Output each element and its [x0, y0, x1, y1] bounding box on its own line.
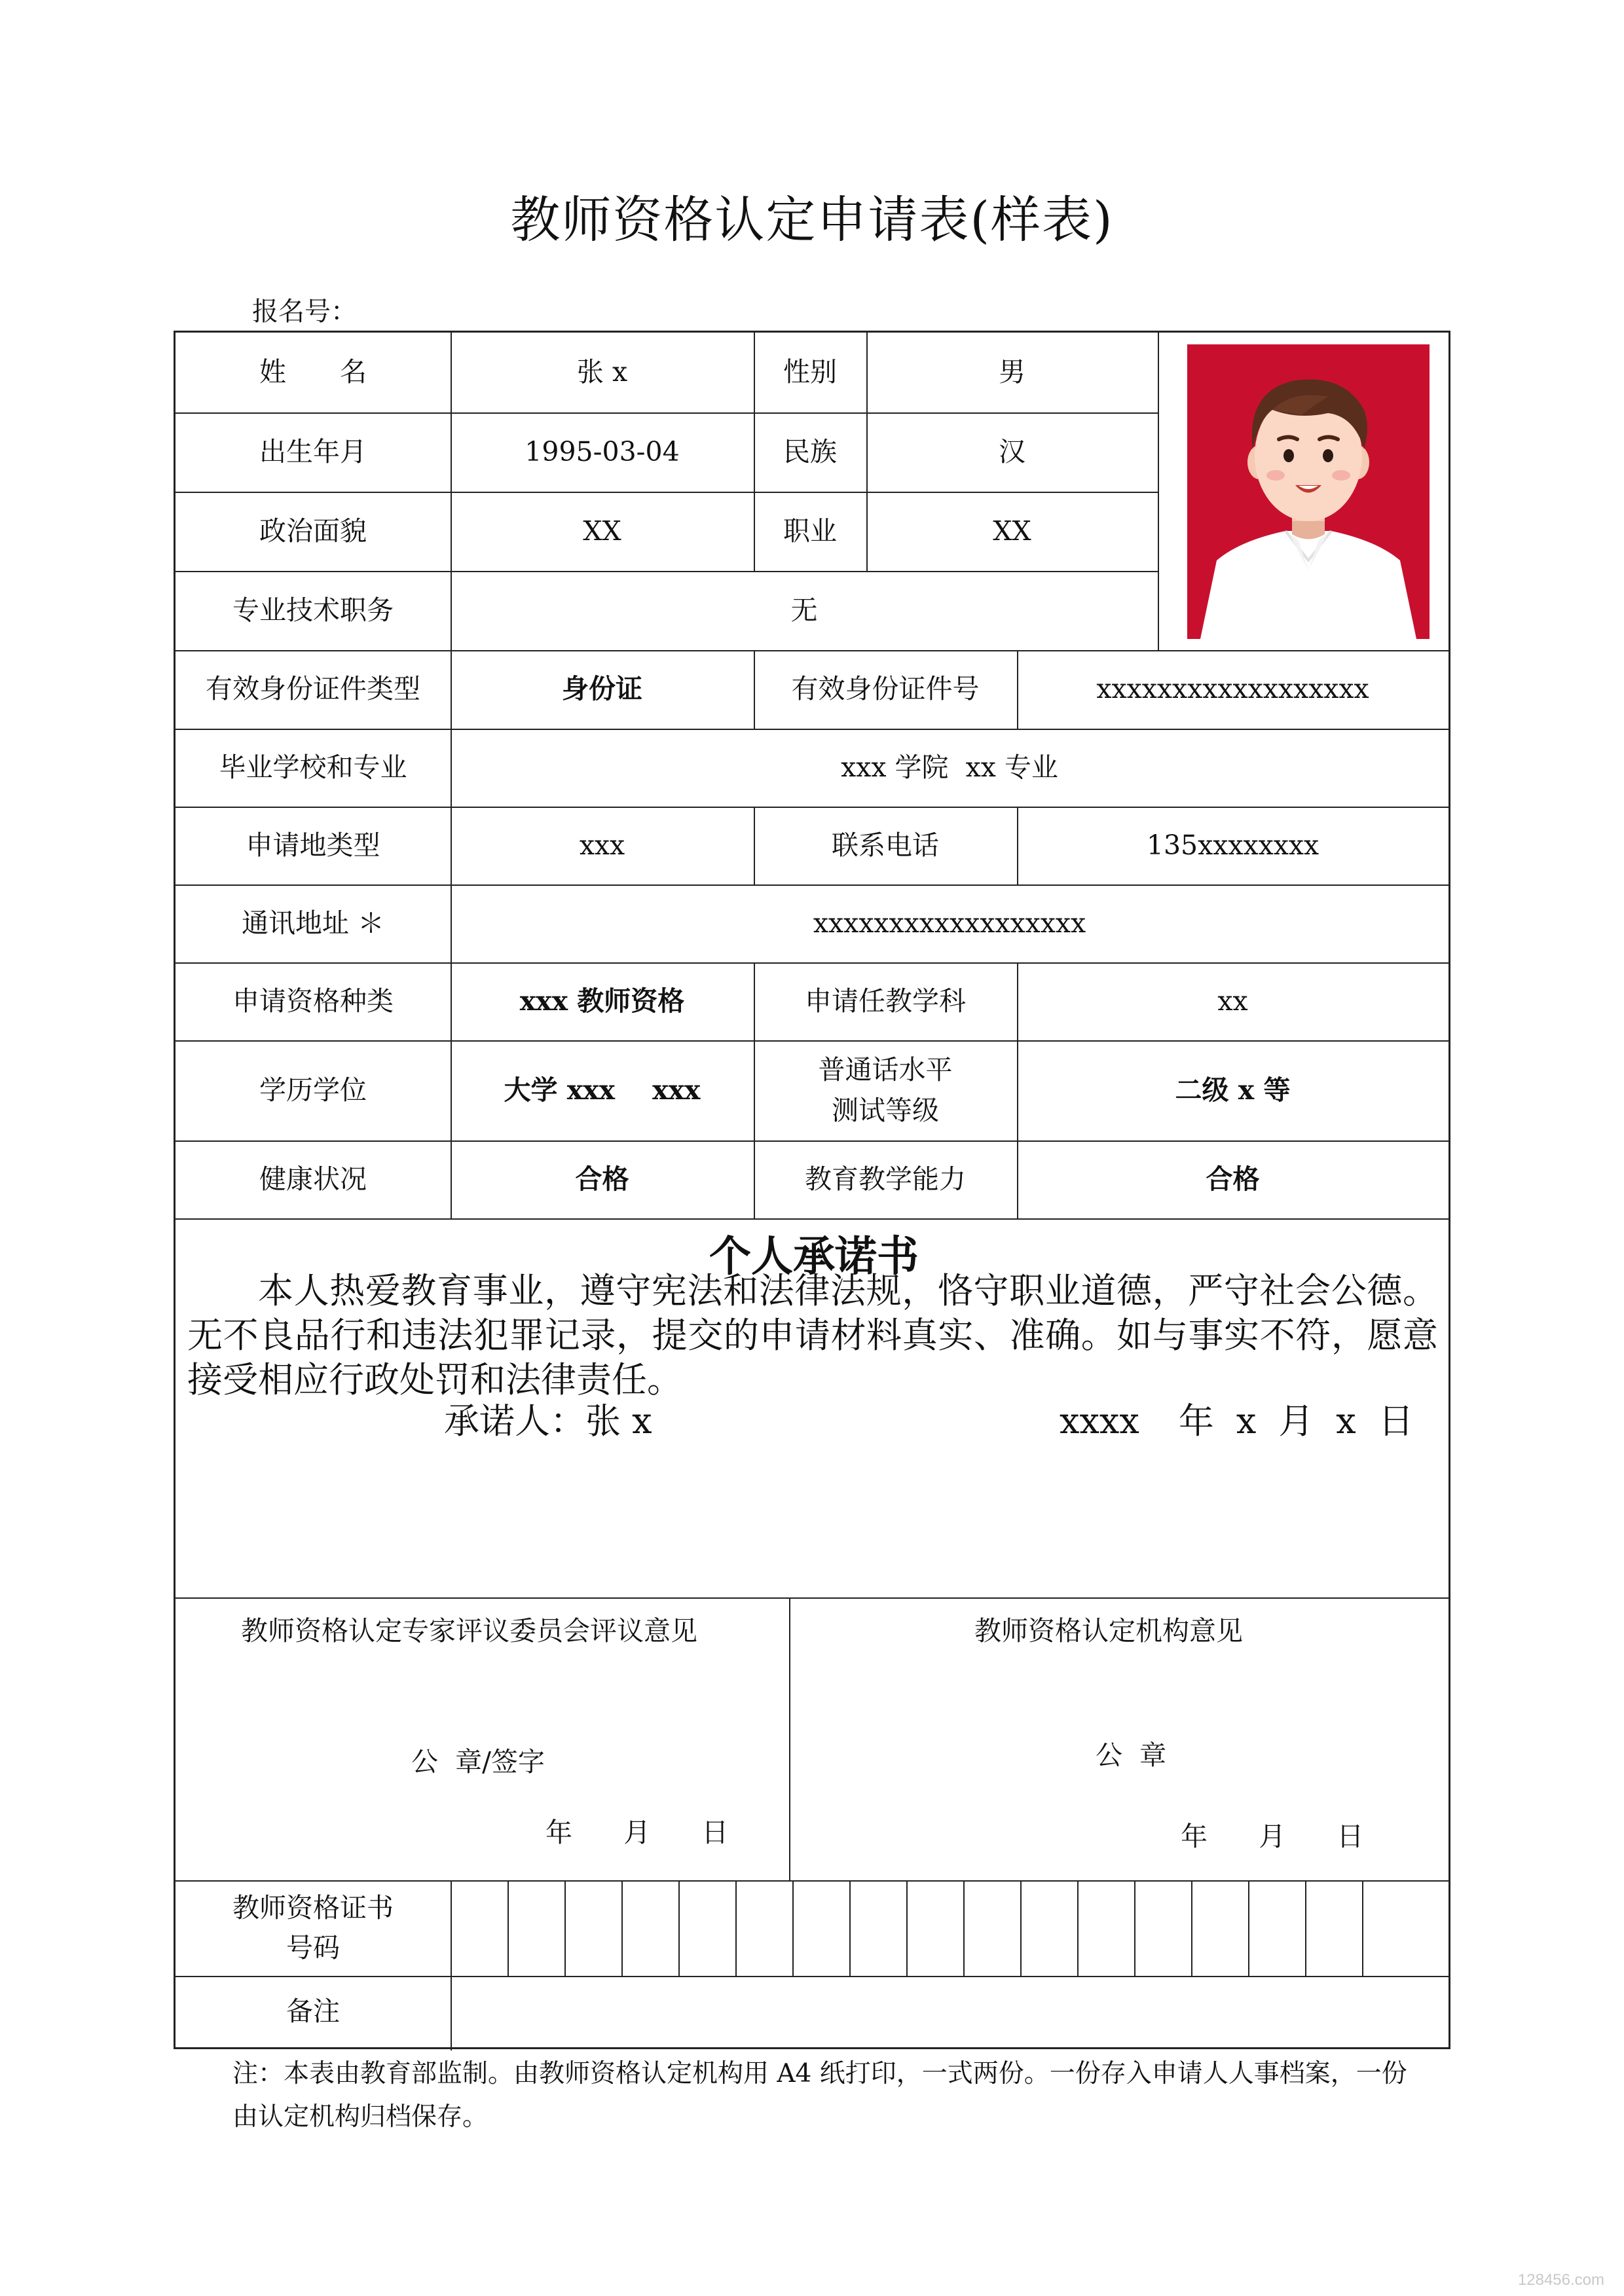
agency-opinion-title: 教师资格认定机构意见 [974, 1615, 1243, 1647]
promise-month-unit: 月 [1278, 1400, 1314, 1442]
political-label: 政治面貌 [259, 515, 367, 547]
qual-type-label: 申请资格种类 [232, 985, 394, 1017]
school-value: xxx 学院 xx 专业 [841, 751, 1058, 783]
apply-place-label: 申请地类型 [246, 829, 380, 861]
applicant-photo [1187, 344, 1430, 639]
promise-title: 个人承诺书 [709, 1232, 919, 1281]
school-label: 毕业学校和专业 [219, 751, 407, 783]
mandarin-label [754, 1040, 1017, 1140]
apply-place-value: xxx [579, 829, 625, 861]
promise-date [1060, 1393, 1414, 1444]
tech-title-label: 专业技术职务 [232, 594, 394, 626]
page-title: 教师资格认定申请表(样表) [510, 191, 1114, 249]
watermark: 128456.com [1517, 2271, 1604, 2289]
certificate-label-line-1: 教师资格证书 [232, 1891, 394, 1923]
phone-label: 联系电话 [832, 829, 939, 861]
mandarin-label-line-1: 普通话水平 [818, 1054, 953, 1085]
address-value: xxxxxxxxxxxxxxxxxx [813, 907, 1086, 939]
name-value: 张 x [576, 356, 628, 388]
name-label: 姓 名 [259, 356, 367, 388]
gender-value: 男 [999, 356, 1025, 388]
expert-seal-signature: 公 章/签字 [411, 1746, 545, 1777]
health-value: 合格 [575, 1163, 629, 1195]
remarks-label: 备注 [286, 1995, 340, 2027]
promise-year-unit: 年 [1178, 1400, 1214, 1442]
promise-signer: 承诺人：张 x [444, 1400, 652, 1442]
birth-label: 出生年月 [259, 435, 367, 467]
political-value: XX [583, 515, 621, 547]
degree-value: 大学 xxx xxx [504, 1074, 701, 1106]
birth-value: 1995-03-04 [525, 435, 680, 467]
avatar-illustration-icon [1187, 344, 1430, 639]
subject-value: xx [1217, 985, 1248, 1017]
subject-label: 申请任教学科 [805, 985, 966, 1017]
qual-type-value: xxx 教师资格 [519, 985, 685, 1017]
id-number-label: 有效身份证件号 [791, 673, 980, 705]
promise-month: x [1236, 1400, 1257, 1442]
degree-label: 学历学位 [259, 1074, 367, 1106]
teaching-label: 教育教学能力 [805, 1163, 966, 1195]
certificate-number-label [175, 1880, 451, 1976]
teaching-value: 合格 [1206, 1163, 1260, 1195]
remarks-field[interactable] [451, 1976, 1449, 2047]
agency-date: 年 月 日 [1181, 1821, 1364, 1852]
mandarin-value: 二级 x 等 [1175, 1074, 1291, 1106]
promise-day: x [1336, 1400, 1356, 1442]
id-type-value: 身份证 [562, 673, 642, 705]
tech-title-value: 无 [790, 594, 818, 626]
occupation-value: XX [993, 515, 1031, 547]
promise-text: 本人热爱教育事业，遵守宪法和法律法规，恪守职业道德，严守社会公德。无不良品行和违法犯罪记录，提交的申请材料真实、准确。如与事实不符，愿意接受相应行政处罚和法律责任。 [187, 1270, 1438, 1400]
gender-label: 性别 [783, 356, 837, 388]
promise-year: xxxx [1060, 1400, 1139, 1442]
ethnicity-label: 民族 [783, 435, 837, 467]
health-label: 健康状况 [259, 1163, 367, 1195]
phone-value: 135xxxxxxxx [1146, 829, 1320, 861]
id-type-label: 有效身份证件类型 [206, 673, 420, 705]
expert-date: 年 月 日 [545, 1817, 729, 1848]
registration-number-label: 报名号： [252, 297, 357, 327]
address-label: 通讯地址 ＊ [241, 907, 385, 939]
mandarin-label-line-2: 测试等级 [832, 1094, 939, 1126]
footnote: 注：本表由教育部监制。由教师资格认定机构用 A4 纸打印，一式两份。一份存入申请人人事档案，一份由认定机构归档保存。 [232, 2059, 1407, 2132]
expert-opinion-title: 教师资格认定专家评议委员会评议意见 [241, 1615, 697, 1647]
application-form [174, 331, 1450, 2049]
id-number-value: xxxxxxxxxxxxxxxxxx [1096, 673, 1369, 705]
agency-seal: 公 章 [1096, 1740, 1167, 1771]
certificate-label-line-2: 号码 [286, 1932, 340, 1963]
occupation-label: 职业 [783, 515, 837, 547]
ethnicity-value: 汉 [999, 435, 1025, 467]
promise-day-unit: 日 [1378, 1400, 1414, 1442]
